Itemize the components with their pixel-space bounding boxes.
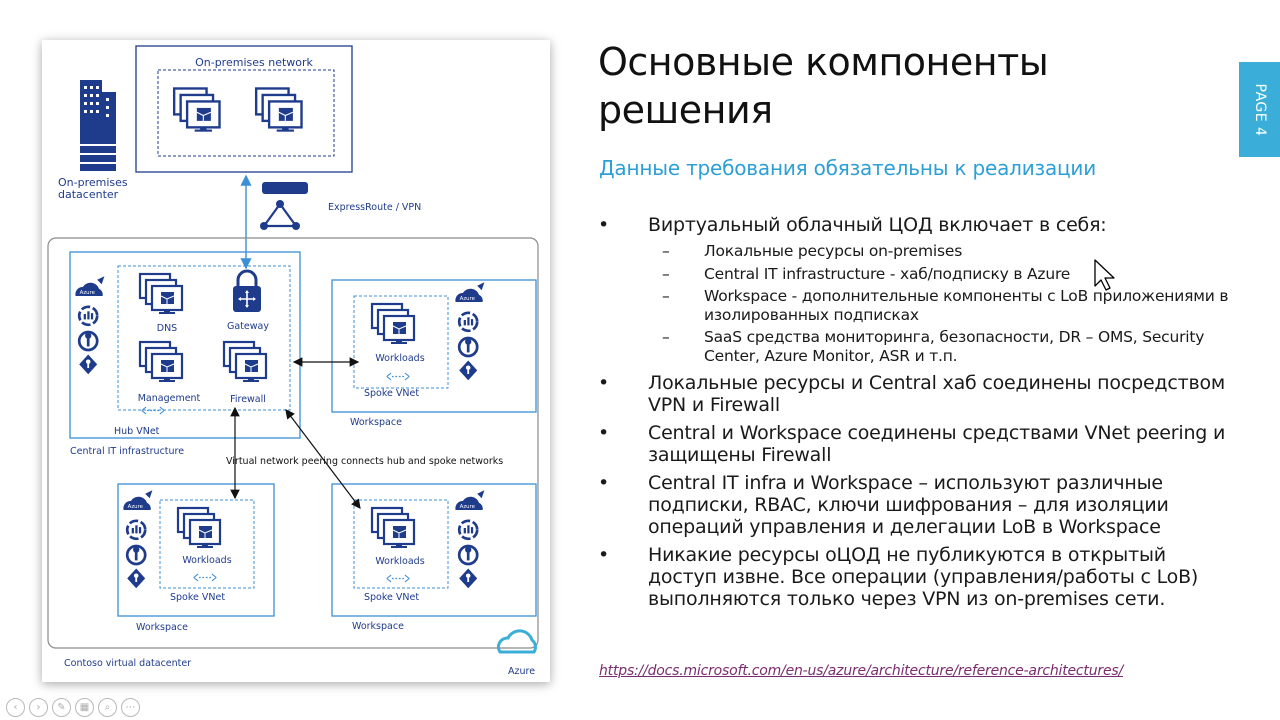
vm-icon [256,88,301,131]
azure-cloud-icon [498,631,535,652]
hub-service-icons [75,276,104,374]
azure-label: Azure [508,666,536,677]
bullet-text: Central и Workspace соединены средствами VNet peering и защищены Firewall [648,422,1226,466]
firewall-vm-icon [224,342,266,382]
workloads-vm-icon [372,304,414,344]
spoke-vnet-label-1: Spoke VNet [364,388,420,399]
slide-title: Основные компоненты решения [598,40,1049,132]
bullet-item [598,422,1238,466]
page-tab-label: PAGE 4 [1251,83,1268,136]
contoso-label: Contoso virtual datacenter [64,658,192,669]
next-icon[interactable]: › [29,698,48,717]
expressroute-label: ExpressRoute / VPN [328,202,422,213]
on-premises-datacenter-text-line2: datacenter [58,188,119,201]
slides-icon[interactable]: ▦ [75,698,94,717]
bullet-item [598,214,1238,236]
sub-bullet-marker: – [662,242,670,260]
bullet-text: Никакие ресурсы оЦОД не публикуются в открытый доступ извне. Все операции (управления/работы с LoB) выполняются только через VPN из on-premises сети. [648,544,1199,610]
workspace-label-1: Workspace [350,417,402,428]
firewall-label: Firewall [230,394,266,405]
bullet-item [598,372,1238,416]
workspace-label-3: Workspace [352,621,404,632]
gateway-lock-icon [233,271,261,312]
spoke-vnet-label-3: Spoke VNet [364,592,420,603]
workspace-label-2: Workspace [136,622,188,633]
management-vm-icon [140,342,182,382]
sub-bullet-marker: – [662,328,670,346]
workspace-box-1 [332,280,536,412]
on-premises-network-label: On-premises network [195,56,313,69]
sub-bullet-text: SaaS средства мониторинга, безопасности, DR – OMS, Security Center, Azure Monitor, ASR и т.п. [704,328,1205,365]
on-premises-datacenter-text: On-premises [58,176,128,189]
sub-bullet-marker: – [662,264,670,283]
workspace-box-3 [332,484,536,616]
sub-bullet-item [598,287,1238,324]
bullet-text: Локальные ресурсы и Central хаб соединены посредством VPN и Firewall [648,372,1226,416]
workloads-label-1: Workloads [375,353,425,364]
sub-bullet-item [598,328,1238,365]
more-icon[interactable]: ⋯ [121,698,140,717]
workloads-vm-icon [178,508,220,548]
central-it-label: Central IT infrastructure [70,446,185,457]
sub-bullet-text: Workspace - дополнительные компоненты с LoB приложениями в изолированных подписках [704,287,1229,324]
bullet-marker: • [598,544,610,566]
bullet-marker: • [598,214,610,236]
slide-subtitle: Данные требования обязательны к реализации [599,156,1097,180]
spoke-vnet-label-2: Spoke VNet [170,592,226,603]
on-premises-datacenter-label [58,176,131,201]
bullet-text: Виртуальный облачный ЦОД включает в себя: [648,214,1107,236]
datacenter-building-icon [80,80,116,171]
sub-bullet-text: Локальные ресурсы on-premises [704,242,963,260]
management-label: Management [137,393,201,404]
spoke-peering-icon [194,574,217,581]
workspace-service-icons-1 [455,282,484,380]
bullet-item [598,544,1238,610]
presenter-toolbar [6,698,140,718]
architecture-diagram [42,40,550,682]
sub-bullet-item [598,265,1238,284]
bullet-text: Central IT infra и Workspace – используют различные подписки, RBAC, ключи шифрования – для изоляции операций управления и делегации LoB в Workspace [648,472,1169,538]
zoom-icon[interactable]: ⌕ [98,698,117,717]
spoke-peering-icon [387,575,410,582]
spoke-peering-icon [387,373,410,380]
peering-note: Virtual network peering connects hub and spoke networks [226,456,504,467]
sub-bullet-list [598,242,1238,365]
vm-icon [174,88,219,131]
source-link[interactable]: https://docs.microsoft.com/en-us/azure/architecture/reference-architectures/ [599,663,1123,679]
workspace-service-icons-3 [455,490,484,588]
page-tab [1239,62,1280,157]
bullet-marker: • [598,472,610,494]
dns-vm-icon [140,274,182,314]
workspace-service-icons-2 [123,490,152,588]
workloads-label-2: Workloads [182,555,232,566]
mouse-cursor-icon [1093,258,1119,292]
hub-vnet-label: Hub VNet [114,426,160,437]
workloads-vm-icon [372,508,414,548]
diagram-canvas [42,40,550,682]
sub-bullet-marker: – [662,287,670,305]
prev-icon[interactable]: ‹ [6,698,25,717]
sub-bullet-item [598,242,1238,261]
dns-label: DNS [156,323,178,334]
gateway-label: Gateway [227,321,269,332]
pen-icon[interactable]: ✎ [52,698,71,717]
expressroute-icon [260,182,308,230]
bullet-list [598,214,1238,616]
bullet-marker: • [598,422,610,444]
bullet-marker: • [598,372,610,394]
sub-bullet-text: Central IT infrastructure - хаб/подписку в Azure [704,264,1071,283]
workloads-label-3: Workloads [375,556,425,567]
bullet-item [598,472,1238,538]
